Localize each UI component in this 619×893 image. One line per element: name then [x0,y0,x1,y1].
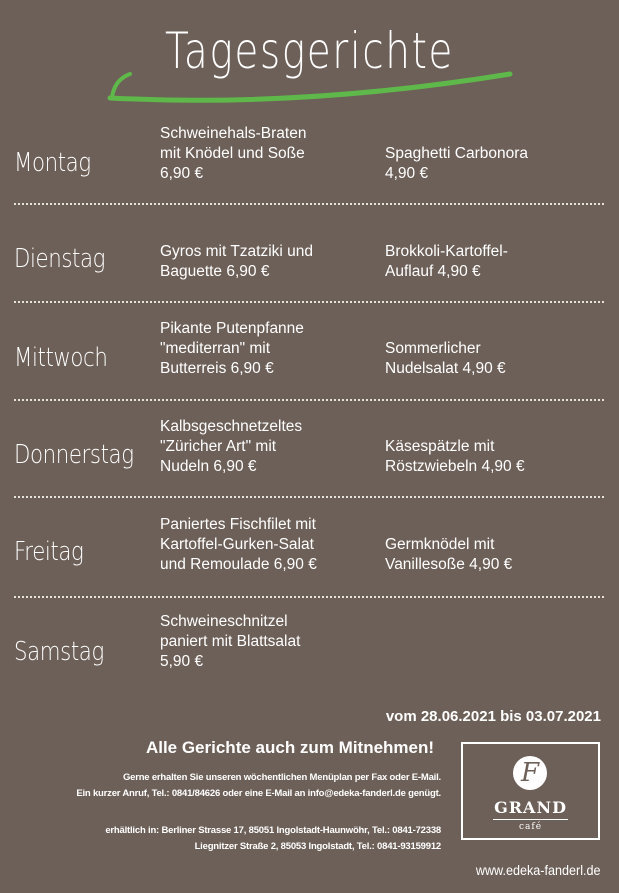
page-title: Tagesgerichte [165,22,454,80]
title-swoosh-underline [100,60,520,110]
dish-alternative [385,144,610,184]
website-link[interactable]: www.edeka-fanderl.de [476,862,601,878]
dish-main [160,417,380,477]
dish-line: "Züricher Art" mit [160,438,277,455]
info-line: Ein kurzer Anruf, Tel.: 0841/84626 oder eine E-Mail an info@edeka-fanderl.de genügt. [76,788,441,799]
dish-line: und Remoulade 6,90 € [160,556,317,573]
logo-letter-icon: F [513,756,547,790]
dish-alternative [385,339,610,379]
day-label: Freitag [14,537,84,567]
day-label: Montag [14,148,91,178]
info-text [76,770,441,802]
dish-line: Vanillesoße 4,90 € [385,556,513,573]
day-label: Donnerstag [14,440,134,470]
dish-line: Sommerlicher [385,340,481,357]
dotted-divider [14,596,604,598]
dish-alternative [385,242,610,282]
dish-main [160,515,380,575]
dish-line: Butterreis 6,90 € [160,360,274,377]
dish-main [160,242,380,282]
dish-main [160,612,380,672]
address-text [105,823,441,855]
logo-sub: café [518,822,543,832]
dish-line: 5,90 € [160,653,204,670]
day-label: Dienstag [14,244,106,274]
dotted-divider [14,301,604,303]
day-label: Mittwoch [14,343,108,373]
dish-line: Baguette 6,90 € [160,263,270,280]
dish-line: "mediterran" mit [160,340,271,357]
address-line: erhältlich in: Berliner Strasse 17, 85051 Ingolstadt-Haunwöhr, Tel.: 0841-72338 [105,825,441,836]
dish-line: Schweineschnitzel [160,613,288,630]
dish-line: Nudelsalat 4,90 € [385,360,506,377]
dish-alternative [385,535,610,575]
dish-line: Käsespätzle mit [385,438,495,455]
grand-cafe-logo [461,742,600,840]
info-line: Gerne erhalten Sie unseren wöchentlichen Menüplan per Fax oder E-Mail. [122,772,441,783]
dish-line: Kartoffel-Gurken-Salat [160,536,314,553]
logo-divider [493,819,568,820]
dish-line: Brokkoli-Kartoffel- [385,243,508,260]
dotted-divider [14,399,604,401]
dotted-divider [14,203,604,205]
dish-line: Röstzwiebeln 4,90 € [385,458,525,475]
day-label: Samstag [14,637,104,667]
dish-line: Auflauf 4,90 € [385,263,481,280]
dotted-divider [14,496,604,498]
dish-alternative [385,437,610,477]
dish-line: mit Knödel und Soße [160,145,305,162]
dish-line: 6,90 € [160,165,204,182]
logo-name: GRAND [494,798,567,817]
dish-line: Spaghetti Carbonora [385,145,529,162]
dish-line: Paniertes Fischfilet mit [160,516,316,533]
dish-main [160,124,380,184]
takeaway-note: Alle Gerichte auch zum Mitnehmen! [145,738,435,757]
dish-line: Schweinehals-Braten [160,125,307,142]
dish-line: Gyros mit Tzatziki und [160,243,314,260]
dish-line: Kalbsgeschnetzeltes [160,418,303,435]
dish-line: Nudeln 6,90 € [160,458,257,475]
dish-line: 4,90 € [385,165,429,182]
dish-line: Germknödel mit [385,536,495,553]
date-range: vom 28.06.2021 bis 03.07.2021 [385,708,601,725]
dish-line: Pikante Putenpfanne [160,320,304,337]
address-line: Liegnitzer Straße 2, 85053 Ingolstadt, Tel.: 0841-93159912 [194,841,441,852]
dish-line: paniert mit Blattsalat [160,633,301,650]
dish-main [160,319,380,379]
